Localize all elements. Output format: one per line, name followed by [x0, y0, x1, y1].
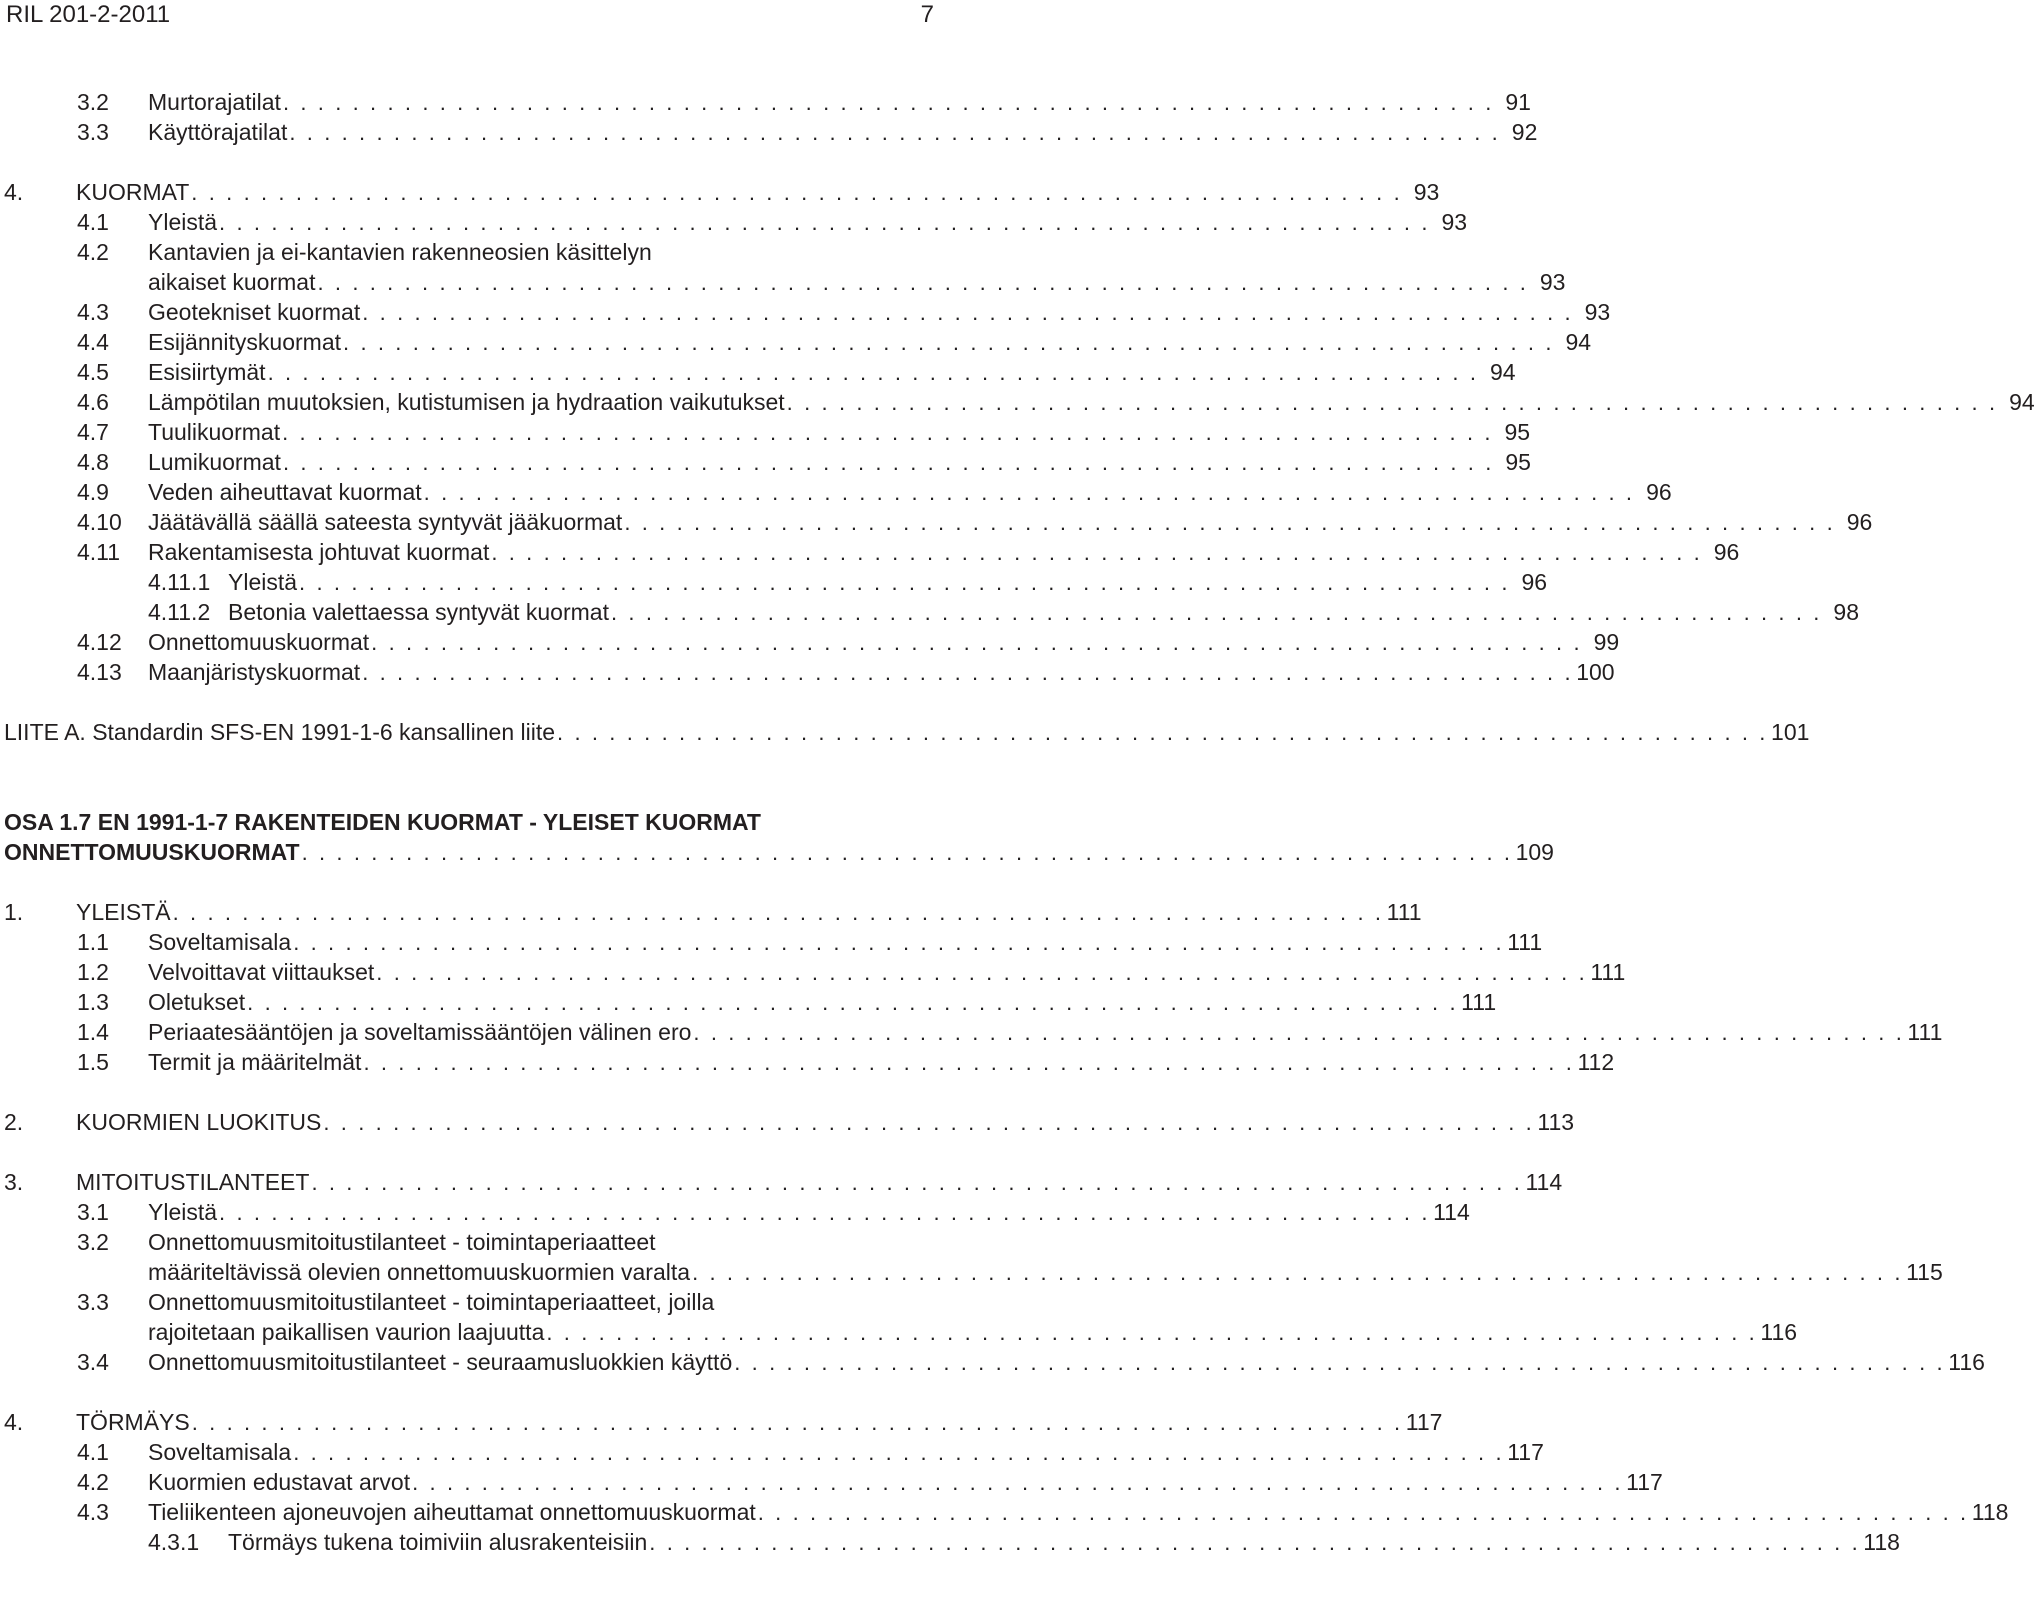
- toc-entry-title: Törmäys tukena toimiviin alusrakenteisiin: [228, 1529, 648, 1555]
- toc-entry-title: Esisiirtymät: [148, 359, 266, 385]
- toc-entry-page: 95: [1504, 419, 1531, 445]
- toc-entry-page: 112: [1577, 1049, 1615, 1075]
- toc-entry-page: 117: [1507, 1439, 1544, 1465]
- toc-entry: [0, 1107, 1575, 1137]
- toc-entry: [0, 87, 1531, 117]
- toc-entry: [0, 1437, 1544, 1467]
- toc-entry: [0, 567, 1548, 597]
- toc-entry-title: Kantavien ja ei-kantavien rakenneosien käsittelyn: [148, 239, 652, 265]
- toc-entry-number: 4.: [4, 1409, 24, 1435]
- toc-entry-page: 95: [1505, 449, 1531, 475]
- toc-entry-title: Lämpötilan muutoksien, kutistumisen ja hydraation vaikutukset: [148, 389, 785, 415]
- toc-entry-number: 4.3.1: [148, 1529, 200, 1555]
- toc-entry-title: Käyttörajatilat: [148, 119, 288, 145]
- dot-leader: . . . . . . . . . . . . . . . . . . . . . . . . . . . . . . . . . . . . . . . . . . . . . . . . . . . . . . . . . . . . . . . . . . . . . .: [624, 510, 1836, 535]
- table-of-contents: [0, 87, 2035, 1557]
- toc-entry-number: 3.2: [77, 1229, 109, 1255]
- dot-leader: . . . . . . . . . . . . . . . . . . . . . . . . . . . . . . . . . . . . . . . . . . . . . . . . . . . . . . . . . . . . . . . . . . . . . .: [311, 1170, 1523, 1195]
- dot-leader: . . . . . . . . . . . . . . . . . . . . . . . . . . . . . . . . . . . . . . . . . . . . . . . . . . . . . . . . . . . . . . . . . . . . . .: [289, 120, 1501, 145]
- toc-entry-page: 101: [1771, 719, 1810, 745]
- toc-entry-number: 4.11.2: [148, 599, 211, 625]
- toc-entry-title: MITOITUSTILANTEET: [76, 1169, 310, 1195]
- toc-entry: [0, 1317, 1798, 1347]
- dot-leader: . . . . . . . . . . . . . . . . . . . . . . . . . . . . . . . . . . . . . . . . . . . . . . . . . . . . . . . . . . . . . . . . . . . . . .: [282, 90, 1494, 115]
- toc-entry-title: Onnettomuuskuormat: [148, 629, 370, 655]
- toc-entry-title: Onnettomuusmitoitustilanteet - toimintaperiaatteet, joilla: [148, 1289, 715, 1315]
- toc-entry-number: 4.6: [77, 389, 109, 415]
- toc-entry-page: 113: [1537, 1109, 1575, 1135]
- toc-entry-title: TÖRMÄYS: [76, 1409, 190, 1435]
- toc-entry-title: KUORMAT: [76, 179, 190, 205]
- toc-entry-number: 4.10: [77, 509, 122, 535]
- toc-entry-page: 98: [1833, 599, 1859, 625]
- toc-entry-page: 93: [1584, 299, 1611, 325]
- toc-entry-number: 4.4: [77, 329, 109, 355]
- dot-leader: . . . . . . . . . . . . . . . . . . . . . . . . . . . . . . . . . . . . . . . . . . . . . . . . . . . . . . . . . . . . . . . . . . . . . .: [343, 330, 1555, 355]
- toc-entry: [0, 1407, 1443, 1437]
- toc-entry: [0, 537, 1740, 567]
- toc-entry: [0, 1167, 1563, 1197]
- toc-entry: [0, 897, 1422, 927]
- dot-leader: . . . . . . . . . . . . . . . . . . . . . . . . . . . . . . . . . . . . . . . . . . . . . . . . . . . . . . . . . . . . . . . . . . . . . .: [282, 450, 1494, 475]
- toc-entry: [0, 717, 1810, 747]
- dot-leader: . . . . . . . . . . . . . . . . . . . . . . . . . . . . . . . . . . . . . . . . . . . . . . . . . . . . . . . . . . . . . . . . . . . . . .: [557, 720, 1769, 745]
- toc-entry: [0, 657, 1615, 687]
- dot-leader: . . . . . . . . . . . . . . . . . . . . . . . . . . . . . . . . . . . . . . . . . . . . . . . . . . . . . . . . . . . . . . . . . . . . . .: [376, 960, 1588, 985]
- toc-entry-page: 116: [1760, 1319, 1798, 1345]
- toc-entry: [0, 507, 1873, 537]
- toc-entry-title: Esijännityskuormat: [148, 329, 342, 355]
- toc-entry: [0, 1527, 1900, 1557]
- toc-entry-title-continued: ONNETTOMUUSKUORMAT: [4, 839, 300, 865]
- dot-leader: . . . . . . . . . . . . . . . . . . . . . . . . . . . . . . . . . . . . . . . . . . . . . . . . . . . . . . . . . . . . . . . . . . . . . .: [546, 1320, 1758, 1345]
- toc-entry: [0, 477, 1672, 507]
- toc-entry: [0, 237, 960, 267]
- toc-entry-number: 3.2: [77, 89, 109, 115]
- toc-entry-title: Tieliikenteen ajoneuvojen aiheuttamat onnettomuuskuormat: [148, 1499, 756, 1525]
- toc-entry: [0, 1497, 2009, 1527]
- toc-entry: [0, 417, 1531, 447]
- toc-entry-number: 4.11: [77, 539, 121, 565]
- dot-leader: . . . . . . . . . . . . . . . . . . . . . . . . . . . . . . . . . . . . . . . . . . . . . . . . . . . . . . . . . . . . . . . . . . . . . .: [219, 1200, 1431, 1225]
- dot-leader: . . . . . . . . . . . . . . . . . . . . . . . . . . . . . . . . . . . . . . . . . . . . . . . . . . . . . . . . . . . . . . . . . . . . . .: [786, 390, 1998, 415]
- toc-entry-title: Oletukset: [148, 989, 246, 1015]
- toc-entry-number: 4.1: [77, 209, 109, 235]
- toc-entry-title: Jäätävällä säällä sateesta syntyvät jääkuormat: [148, 509, 623, 535]
- toc-entry-number: 3.3: [77, 119, 109, 145]
- dot-leader: . . . . . . . . . . . . . . . . . . . . . . . . . . . . . . . . . . . . . . . . . . . . . . . . . . . . . . . . . . . . . . . . . . . . . .: [412, 1470, 1624, 1495]
- dot-leader: . . . . . . . . . . . . . . . . . . . . . . . . . . . . . . . . . . . . . . . . . . . . . . . . . . . . . . . . . . . . . . . . . . . . . .: [692, 1260, 1904, 1285]
- toc-entry-page: 93: [1539, 269, 1566, 295]
- toc-entry: [0, 1017, 1943, 1047]
- toc-entry-page: 91: [1505, 89, 1531, 115]
- document-code: RIL 201-2-2011: [6, 1, 171, 28]
- toc-entry: [0, 837, 1554, 867]
- toc-entry-number: 4.2: [77, 239, 109, 265]
- dot-leader: . . . . . . . . . . . . . . . . . . . . . . . . . . . . . . . . . . . . . . . . . . . . . . . . . . . . . . . . . . . . . . . . . . . . . .: [191, 1410, 1403, 1435]
- toc-entry: [0, 927, 1543, 957]
- toc-entry: [0, 357, 1516, 387]
- toc-entry: [0, 327, 1592, 357]
- dot-leader: . . . . . . . . . . . . . . . . . . . . . . . . . . . . . . . . . . . . . . . . . . . . . . . . . . . . . . . . . . . . . . . . . . . . . .: [191, 180, 1403, 205]
- toc-entry-title: Onnettomuusmitoitustilanteet - seuraamusluokkien käyttö: [148, 1349, 733, 1375]
- toc-entry-page: 118: [1971, 1499, 2009, 1525]
- toc-entry-number: 4.9: [77, 479, 109, 505]
- dot-leader: . . . . . . . . . . . . . . . . . . . . . . . . . . . . . . . . . . . . . . . . . . . . . . . . . . . . . . . . . . . . . . . . . . . . . .: [371, 630, 1583, 655]
- toc-entry-title: Murtorajatilat: [148, 89, 281, 115]
- toc-entry-number: 1.3: [77, 989, 109, 1015]
- dot-leader: . . . . . . . . . . . . . . . . . . . . . . . . . . . . . . . . . . . . . . . . . . . . . . . . . . . . . . . . . . . . . . . . . . . . . .: [293, 1440, 1505, 1465]
- toc-entry-number: 2.: [4, 1109, 24, 1135]
- toc-entry-title: Veden aiheuttavat kuormat: [148, 479, 422, 505]
- toc-entry-page: 117: [1626, 1469, 1663, 1495]
- toc-entry-page: 114: [1525, 1169, 1563, 1195]
- toc-entry-page: 117: [1405, 1409, 1443, 1435]
- toc-entry: [0, 447, 1531, 477]
- toc-entry-page: 116: [1948, 1349, 1985, 1375]
- toc-entry: [0, 297, 1611, 327]
- toc-entry-page: 96: [1846, 509, 1873, 535]
- toc-entry-title: Soveltamisala: [148, 929, 292, 955]
- dot-leader: . . . . . . . . . . . . . . . . . . . . . . . . . . . . . . . . . . . . . . . . . . . . . . . . . . . . . . . . . . . . . . . . . . . . . .: [172, 900, 1384, 925]
- toc-entry-number: 4.8: [77, 449, 109, 475]
- toc-entry-number: 4.: [4, 179, 24, 205]
- toc-entry-number: 4.5: [77, 359, 109, 385]
- toc-entry-number: 4.11.1: [148, 569, 211, 595]
- toc-entry: [0, 1467, 1663, 1497]
- toc-entry-title: Velvoittavat viittaukset: [148, 959, 375, 985]
- dot-leader: . . . . . . . . . . . . . . . . . . . . . . . . . . . . . . . . . . . . . . . . . . . . . . . . . . . . . . . . . . . . . . . . . . . . . .: [282, 420, 1494, 445]
- toc-entry-page: 111: [1386, 899, 1422, 925]
- toc-entry-number: 1.2: [77, 959, 109, 985]
- dot-leader: . . . . . . . . . . . . . . . . . . . . . . . . . . . . . . . . . . . . . . . . . . . . . . . . . . . . . . . . . . . . . . . . . . . . . .: [649, 1530, 1861, 1555]
- dot-leader: . . . . . . . . . . . . . . . . . . . . . . . . . . . . . . . . . . . . . . . . . . . . . . . . . . . . . . . . . . . . . . . . . . . . . .: [757, 1500, 1969, 1525]
- toc-entry-number: 3.3: [77, 1289, 109, 1315]
- toc-entry-title-continued: aikaiset kuormat: [148, 269, 316, 295]
- toc-entry: [0, 1257, 1943, 1287]
- dot-leader: . . . . . . . . . . . . . . . . . . . . . . . . . . . . . . . . . . . . . . . . . . . . . . . . . . . . . . . . . . . . . . . . . . . . . .: [423, 480, 1635, 505]
- toc-entry-number: 1.5: [77, 1049, 109, 1075]
- toc-entry: [0, 207, 1468, 237]
- toc-entry-title: Geotekniset kuormat: [148, 299, 361, 325]
- toc-entry-page: 109: [1515, 839, 1554, 865]
- toc-entry-page: 94: [1565, 329, 1592, 355]
- toc-entry-page: 94: [2009, 389, 2035, 415]
- toc-entry: [0, 627, 1620, 657]
- dot-leader: . . . . . . . . . . . . . . . . . . . . . . . . . . . . . . . . . . . . . . . . . . . . . . . . . . . . . . . . . . . . . . . . . . . . . .: [363, 1050, 1575, 1075]
- toc-entry: [0, 117, 1538, 147]
- toc-entry-number: 4.12: [77, 629, 122, 655]
- toc-entry-title: Yleistä: [228, 569, 298, 595]
- toc-entry-number: 1.1: [77, 929, 109, 955]
- toc-entry: [0, 1287, 960, 1317]
- toc-entry: [0, 387, 2035, 417]
- dot-leader: . . . . . . . . . . . . . . . . . . . . . . . . . . . . . . . . . . . . . . . . . . . . . . . . . . . . . . . . . . . . . . . . . . . . . .: [293, 930, 1505, 955]
- dot-leader: . . . . . . . . . . . . . . . . . . . . . . . . . . . . . . . . . . . . . . . . . . . . . . . . . . . . . . . . . . . . . . . . . . . . . .: [491, 540, 1703, 565]
- dot-leader: . . . . . . . . . . . . . . . . . . . . . . . . . . . . . . . . . . . . . . . . . . . . . . . . . . . . . . . . . . . . . . . . . . . . . .: [362, 660, 1574, 685]
- toc-entry-page: 111: [1590, 959, 1626, 985]
- dot-leader: . . . . . . . . . . . . . . . . . . . . . . . . . . . . . . . . . . . . . . . . . . . . . . . . . . . . . . . . . . . . . . . . . . . . . .: [299, 570, 1511, 595]
- toc-entry-title: Lumikuormat: [148, 449, 281, 475]
- toc-entry-page: 93: [1413, 179, 1440, 205]
- toc-entry-page: 111: [1907, 1019, 1943, 1045]
- toc-entry-title: OSA 1.7 EN 1991-1-7 RAKENTEIDEN KUORMAT - YLEISET KUORMAT: [4, 809, 761, 835]
- toc-entry-page: 99: [1593, 629, 1620, 655]
- toc-entry-number: 4.1: [77, 1439, 109, 1465]
- toc-entry-number: 4.2: [77, 1469, 109, 1495]
- toc-entry-number: 4.7: [77, 419, 109, 445]
- toc-entry: [0, 1227, 960, 1257]
- toc-entry-title-continued: määriteltävissä olevien onnettomuuskuormien varalta: [148, 1259, 691, 1285]
- toc-entry-title: Periaatesääntöjen ja soveltamissääntöjen välinen ero: [148, 1019, 692, 1045]
- toc-entry-title: Kuormien edustavat arvot: [148, 1469, 411, 1495]
- toc-entry-title: Yleistä: [148, 209, 218, 235]
- toc-entry-title: KUORMIEN LUOKITUS: [76, 1109, 322, 1135]
- dot-leader: . . . . . . . . . . . . . . . . . . . . . . . . . . . . . . . . . . . . . . . . . . . . . . . . . . . . . . . . . . . . . . . . . . . . . .: [323, 1110, 1535, 1135]
- toc-entry: [0, 597, 1859, 627]
- toc-entry-page: 92: [1511, 119, 1538, 145]
- toc-entry-title: Termit ja määritelmät: [148, 1049, 362, 1075]
- dot-leader: . . . . . . . . . . . . . . . . . . . . . . . . . . . . . . . . . . . . . . . . . . . . . . . . . . . . . . . . . . . . . . . . . . . . . .: [693, 1020, 1905, 1045]
- toc-entry-page: 96: [1521, 569, 1548, 595]
- toc-entry-title-continued: rajoitetaan paikallisen vaurion laajuutta: [148, 1319, 545, 1345]
- toc-entry-number: 3.4: [77, 1349, 109, 1375]
- toc-entry-number: 4.3: [77, 1499, 109, 1525]
- toc-entry-page: 100: [1576, 659, 1615, 685]
- toc-entry: [0, 957, 1626, 987]
- toc-entry: [0, 987, 1497, 1017]
- toc-entry-page: 94: [1489, 359, 1516, 385]
- dot-leader: . . . . . . . . . . . . . . . . . . . . . . . . . . . . . . . . . . . . . . . . . . . . . . . . . . . . . . . . . . . . . . . . . . . . . .: [734, 1350, 1946, 1375]
- dot-leader: . . . . . . . . . . . . . . . . . . . . . . . . . . . . . . . . . . . . . . . . . . . . . . . . . . . . . . . . . . . . . . . . . . . . . .: [610, 600, 1822, 625]
- dot-leader: . . . . . . . . . . . . . . . . . . . . . . . . . . . . . . . . . . . . . . . . . . . . . . . . . . . . . . . . . . . . . . . . . . . . . .: [362, 300, 1574, 325]
- toc-entry-page: 118: [1863, 1529, 1900, 1555]
- toc-entry-number: 1.: [4, 899, 24, 925]
- dot-leader: . . . . . . . . . . . . . . . . . . . . . . . . . . . . . . . . . . . . . . . . . . . . . . . . . . . . . . . . . . . . . . . . . . . . . .: [301, 840, 1513, 865]
- toc-entry-title: Rakentamisesta johtuvat kuormat: [148, 539, 490, 565]
- page-number: 7: [920, 1, 934, 28]
- toc-entry-page: 114: [1433, 1199, 1470, 1225]
- toc-entry-page: 111: [1507, 929, 1543, 955]
- toc-entry: [0, 807, 960, 837]
- toc-entry-title: Soveltamisala: [148, 1439, 292, 1465]
- toc-entry-page: 96: [1713, 539, 1740, 565]
- toc-entry: [0, 1047, 1615, 1077]
- toc-entry-title: LIITE A. Standardin SFS-EN 1991-1-6 kansallinen liite: [4, 719, 556, 745]
- dot-leader: . . . . . . . . . . . . . . . . . . . . . . . . . . . . . . . . . . . . . . . . . . . . . . . . . . . . . . . . . . . . . . . . . . . . . .: [317, 270, 1529, 295]
- toc-entry-title: YLEISTÄ: [76, 899, 171, 925]
- toc-entry-number: 4.3: [77, 299, 109, 325]
- dot-leader: . . . . . . . . . . . . . . . . . . . . . . . . . . . . . . . . . . . . . . . . . . . . . . . . . . . . . . . . . . . . . . . . . . . . . .: [267, 360, 1479, 385]
- toc-entry: [0, 177, 1440, 207]
- toc-entry-number: 1.4: [77, 1019, 109, 1045]
- toc-entry-title: Betonia valettaessa syntyvät kuormat: [228, 599, 609, 625]
- page-header: [6, 0, 934, 30]
- toc-entry-page: 96: [1646, 479, 1672, 505]
- toc-entry-number: 4.13: [77, 659, 122, 685]
- toc-entry-title: Maanjäristyskuormat: [148, 659, 361, 685]
- toc-entry-title: Yleistä: [148, 1199, 218, 1225]
- toc-entry: [0, 1197, 1470, 1227]
- toc-entry-title: Onnettomuusmitoitustilanteet - toimintaperiaatteet: [148, 1229, 656, 1255]
- toc-entry-page: 93: [1441, 209, 1468, 235]
- toc-entry: [0, 267, 1566, 297]
- dot-leader: . . . . . . . . . . . . . . . . . . . . . . . . . . . . . . . . . . . . . . . . . . . . . . . . . . . . . . . . . . . . . . . . . . . . . .: [247, 990, 1459, 1015]
- toc-entry-page: 115: [1906, 1259, 1943, 1285]
- dot-leader: . . . . . . . . . . . . . . . . . . . . . . . . . . . . . . . . . . . . . . . . . . . . . . . . . . . . . . . . . . . . . . . . . . . . . .: [219, 210, 1431, 235]
- toc-entry-number: 3.1: [77, 1199, 109, 1225]
- toc-entry-page: 111: [1461, 989, 1497, 1015]
- toc-entry: [0, 1347, 1985, 1377]
- toc-entry-title: Tuulikuormat: [148, 419, 281, 445]
- toc-entry-number: 3.: [4, 1169, 24, 1195]
